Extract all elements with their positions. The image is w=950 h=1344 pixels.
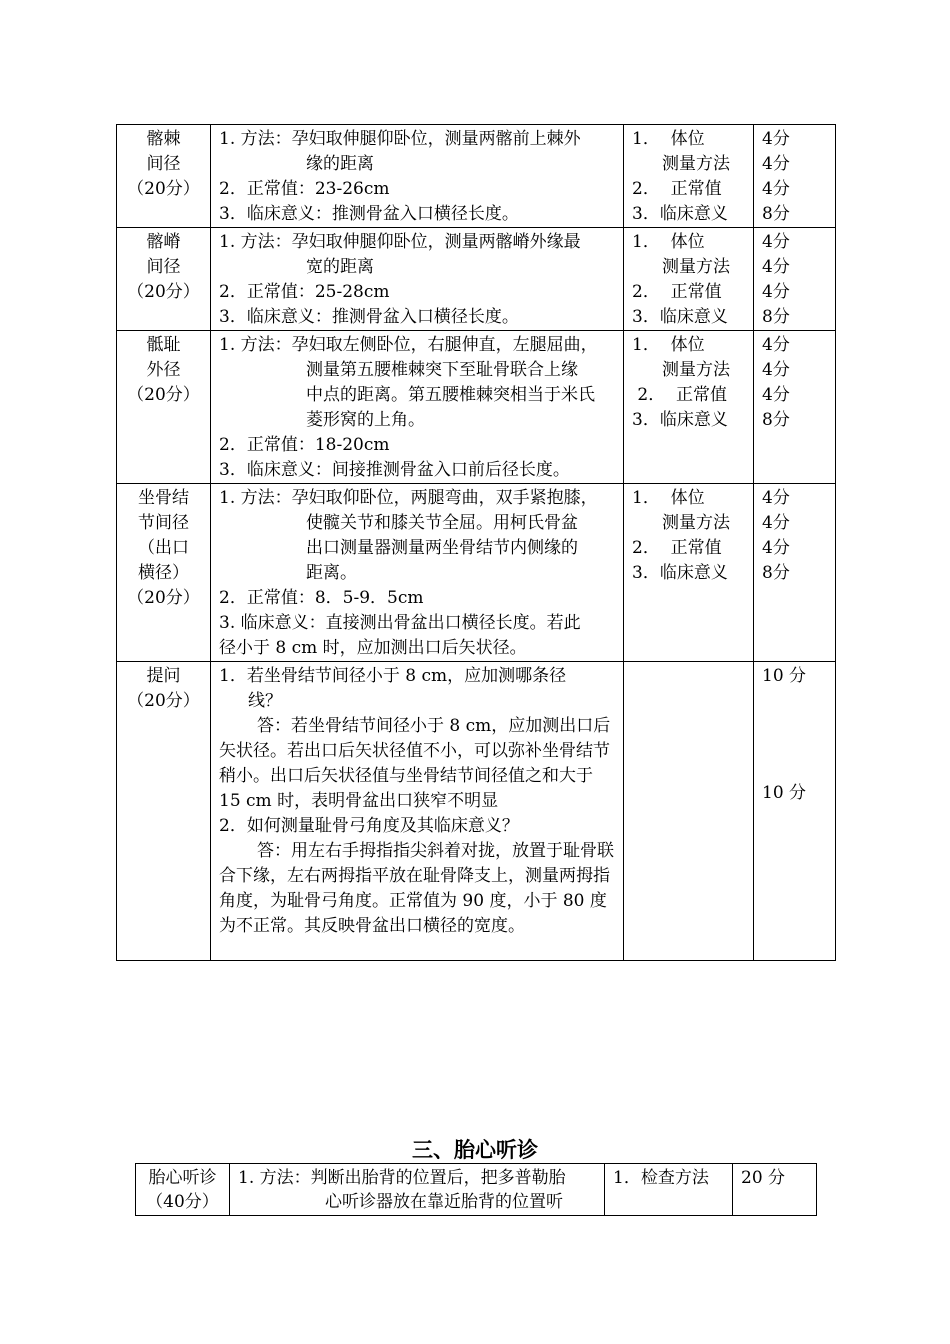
item-name-line: 节间径 xyxy=(138,513,189,533)
criteria-cell xyxy=(624,228,754,331)
criteria-line: 测量方法 xyxy=(662,360,730,380)
criteria-cell xyxy=(624,331,754,484)
method-line: 出口测量器测量两坐骨结节内侧缘的 xyxy=(306,538,578,558)
criteria-line: 1． 体位 xyxy=(632,232,705,252)
table-row xyxy=(117,662,836,961)
score-cell xyxy=(754,228,836,331)
table-row xyxy=(117,228,836,331)
table-row xyxy=(136,1164,817,1216)
method-line: 缘的距离 xyxy=(306,154,374,174)
item-name-line: 提问 xyxy=(146,666,181,686)
score-line: 4分 xyxy=(762,257,790,277)
criteria-cell xyxy=(624,662,754,961)
item-name-line: 外径 xyxy=(146,360,181,380)
item-name-cell xyxy=(117,484,211,662)
score-line: 4分 xyxy=(762,179,790,199)
score-cell xyxy=(733,1164,817,1216)
score-line: 8分 xyxy=(762,410,790,430)
criteria-line: 测量方法 xyxy=(662,257,730,277)
fetal-heart-table xyxy=(135,1163,817,1216)
method-line: 1. 方法：孕妇取伸腿仰卧位，测量两髂嵴外缘最 xyxy=(219,232,581,252)
method-line: 宽的距离 xyxy=(306,257,374,277)
score-line: 8分 xyxy=(762,307,790,327)
item-name-line: 间径 xyxy=(146,257,181,277)
score-line: 4分 xyxy=(762,335,790,355)
item-name-cell xyxy=(117,228,211,331)
method-cell xyxy=(211,484,624,662)
method-line: 1．若坐骨结节间径小于 8 cm，应加测哪条径 xyxy=(219,666,567,686)
item-name-line: （20分） xyxy=(127,385,200,405)
item-name-line: 髂棘 xyxy=(146,129,181,149)
method-line: 3. 临床意义：直接测出骨盆出口横径长度。若此 xyxy=(219,613,581,633)
item-name-cell xyxy=(117,125,211,228)
score-line: 10 分 xyxy=(762,666,807,686)
score-line: 8分 xyxy=(762,563,790,583)
item-name-cell xyxy=(136,1164,230,1216)
score-cell xyxy=(754,125,836,228)
criteria-line: 1． 体位 xyxy=(632,129,705,149)
score-line: 20 分 xyxy=(741,1168,786,1188)
method-cell xyxy=(211,228,624,331)
method-line: 2．如何测量耻骨弓角度及其临床意义？ xyxy=(219,816,519,836)
criteria-line: 1． 体位 xyxy=(632,335,705,355)
method-line: 1. 方法：孕妇取伸腿仰卧位，测量两髂前上棘外 xyxy=(219,129,581,149)
table-row xyxy=(117,484,836,662)
item-name-line: （20分） xyxy=(127,691,200,711)
item-name-cell xyxy=(117,662,211,961)
score-cell xyxy=(754,484,836,662)
item-name-line: （40分） xyxy=(146,1192,219,1212)
table-row xyxy=(117,331,836,484)
criteria-line: 1． 体位 xyxy=(632,488,705,508)
item-name-line: 横径） xyxy=(138,563,189,583)
score-line: 4分 xyxy=(762,385,790,405)
score-line: 4分 xyxy=(762,129,790,149)
method-cell xyxy=(211,331,624,484)
score-cell xyxy=(754,331,836,484)
method-line: 2．正常值：8．5-9．5cm xyxy=(219,588,424,608)
criteria-line: 3．临床意义 xyxy=(632,204,728,224)
score-gap xyxy=(762,689,831,781)
score-cell xyxy=(754,662,836,961)
method-cell xyxy=(211,662,624,961)
criteria-line: 1．检查方法 xyxy=(613,1168,709,1188)
method-line: 1. 方法：孕妇取仰卧位，两腿弯曲，双手紧抱膝， xyxy=(219,488,598,508)
score-line: 4分 xyxy=(762,360,790,380)
method-line: 2．正常值：23-26cm xyxy=(219,179,390,199)
exam-table xyxy=(116,124,836,961)
table-row xyxy=(117,125,836,228)
item-name-cell xyxy=(117,331,211,484)
item-name-line: 坐骨结 xyxy=(138,488,189,508)
method-line: 2．正常值：25-28cm xyxy=(219,282,390,302)
criteria-line: 2． 正常值 xyxy=(632,179,722,199)
method-line: 心听诊器放在靠近胎背的位置听 xyxy=(325,1192,563,1212)
method-line: 菱形窝的上角。 xyxy=(306,410,425,430)
criteria-cell xyxy=(624,484,754,662)
item-name-line: 骶耻 xyxy=(146,335,181,355)
criteria-line: 3．临床意义 xyxy=(632,563,728,583)
method-line: 1. 方法：孕妇取左侧卧位，右腿伸直，左腿屈曲， xyxy=(219,335,598,355)
method-line: 答：用左右手拇指指尖斜着对拢，放置于耻骨联合下缘，左右两拇指平放在耻骨降支上，测量两拇指角度，为耻骨弓角度。正常值为 90 度，小于 80 度为不正常。其反映骨盆出口横径的宽度。 xyxy=(219,841,614,936)
method-cell xyxy=(230,1164,605,1216)
method-cell xyxy=(211,125,624,228)
method-line: 中点的距离。第五腰椎棘突相当于米氏 xyxy=(306,385,595,405)
score-line: 4分 xyxy=(762,513,790,533)
score-line: 4分 xyxy=(762,232,790,252)
item-name-line: （20分） xyxy=(127,282,200,302)
item-name-line: 髂嵴 xyxy=(146,232,181,252)
method-line: 3．临床意义：推测骨盆入口横径长度。 xyxy=(219,307,519,327)
method-line: 距离。 xyxy=(306,563,357,583)
score-line: 4分 xyxy=(762,488,790,508)
criteria-cell xyxy=(605,1164,733,1216)
method-line: 1. 方法：判断出胎背的位置后，把多普勒胎 xyxy=(238,1168,566,1188)
criteria-line: 2． 正常值 xyxy=(632,538,722,558)
criteria-line: 3．临床意义 xyxy=(632,307,728,327)
criteria-line: 测量方法 xyxy=(662,154,730,174)
method-line: 测量第五腰椎棘突下至耻骨联合上缘 xyxy=(306,360,578,380)
score-line: 4分 xyxy=(762,538,790,558)
item-name-line: （20分） xyxy=(127,179,200,199)
item-name-line: 胎心听诊 xyxy=(148,1168,217,1188)
score-line: 4分 xyxy=(762,282,790,302)
item-name-line: （出口 xyxy=(138,538,189,558)
method-line: 3．临床意义：推测骨盆入口横径长度。 xyxy=(219,204,519,224)
method-line: 3．临床意义：间接推测骨盆入口前后径长度。 xyxy=(219,460,570,480)
method-line: 答：若坐骨结节间径小于 8 cm，应加测出口后矢状径。若出口后矢状径值不小，可以弥补坐骨结节稍小。出口后矢状径值与坐骨结节间径值之和大于 15 cm 时，表明骨盆出口狭窄不明显 xyxy=(219,716,611,811)
item-name-line: （20分） xyxy=(127,588,200,608)
criteria-line: 2． 正常值 xyxy=(632,385,728,405)
criteria-line: 测量方法 xyxy=(662,513,730,533)
section-title: 三、胎心听诊 xyxy=(412,1137,538,1162)
method-line: 使髋关节和膝关节全屈。用柯氏骨盆 xyxy=(306,513,578,533)
score-line: 8分 xyxy=(762,204,790,224)
method-line: 线？ xyxy=(248,691,282,711)
score-line: 4分 xyxy=(762,154,790,174)
score-line: 10 分 xyxy=(762,783,807,803)
method-line: 2．正常值：18-20cm xyxy=(219,435,390,455)
criteria-line: 2． 正常值 xyxy=(632,282,722,302)
criteria-line: 3．临床意义 xyxy=(632,410,728,430)
criteria-cell xyxy=(624,125,754,228)
method-line: 径小于 8 cm 时，应加测出口后矢状径。 xyxy=(219,638,527,658)
item-name-line: 间径 xyxy=(146,154,181,174)
